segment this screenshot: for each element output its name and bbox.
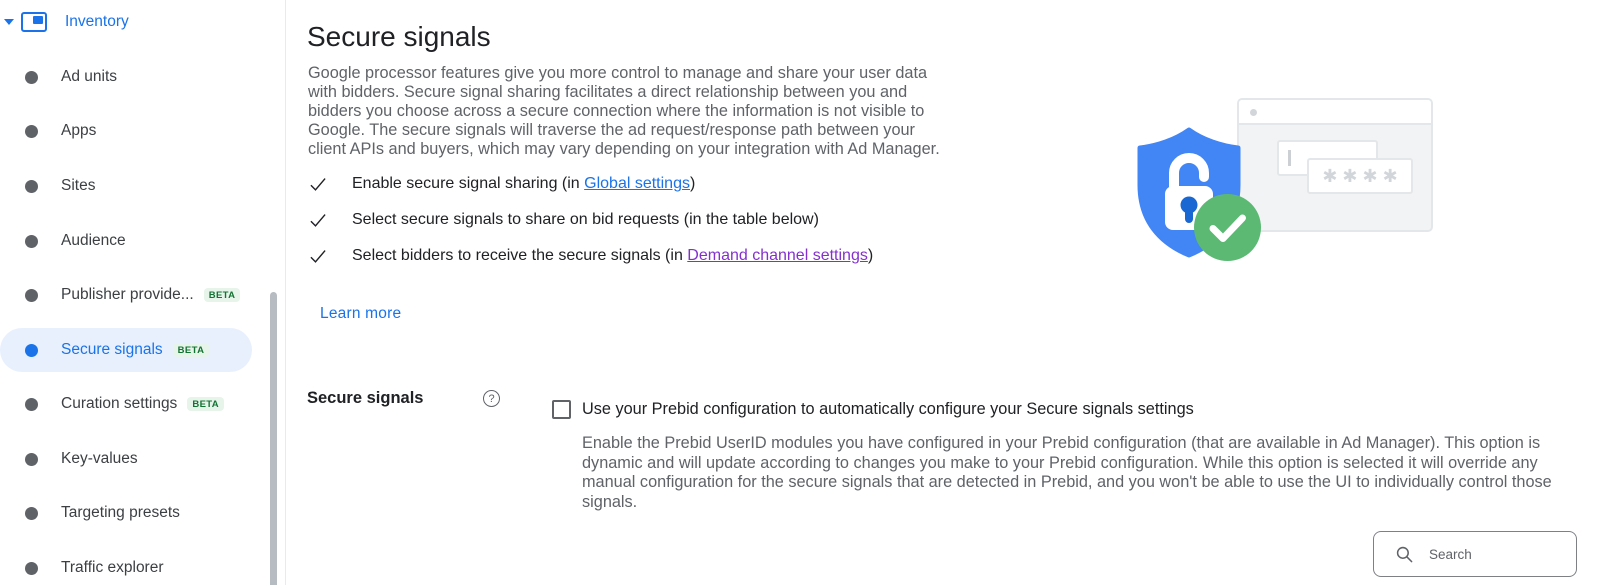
bullet-icon xyxy=(25,453,38,466)
text-cursor-icon xyxy=(1288,150,1291,166)
bullet-icon xyxy=(25,398,38,411)
bullet-icon xyxy=(25,289,38,302)
sidebar-scrollbar[interactable] xyxy=(270,292,277,585)
secure-signals-section-label: Secure signals xyxy=(307,389,424,407)
sidebar-item-sites[interactable]: Sites xyxy=(0,164,252,208)
bullet-icon xyxy=(25,125,38,138)
help-icon[interactable]: ? xyxy=(483,390,500,407)
sidebar-item-audience[interactable]: Audience xyxy=(0,219,252,263)
window-titlebar xyxy=(1239,100,1431,125)
search-input[interactable] xyxy=(1427,546,1567,563)
checklist-item-enable-sharing: Enable secure signal sharing (in Global settings) xyxy=(308,174,695,194)
sidebar-item-key-values[interactable]: Key-values xyxy=(0,437,252,481)
checklist-item-select-signals: Select secure signals to share on bid requests (in the table below) xyxy=(308,210,819,230)
sidebar-item-secure-signals[interactable]: Secure signals BETA xyxy=(0,328,252,372)
prebid-config-checkbox-label[interactable]: Use your Prebid configuration to automatically configure your Secure signals settings xyxy=(582,400,1194,418)
page-title: Secure signals xyxy=(307,21,491,52)
sidebar-item-traffic-explorer[interactable]: Traffic explorer xyxy=(0,546,252,585)
check-icon xyxy=(308,246,328,266)
sidebar-item-publisher-provided[interactable]: Publisher provide... BETA xyxy=(0,273,252,317)
checklist-item-select-bidders: Select bidders to receive the secure signals (in Demand channel settings) xyxy=(308,246,873,266)
prebid-config-description: Enable the Prebid UserID modules you have configured in your Prebid configuration (that are available in Ad Manager). This option is dynamic and will update according to changes you make to your Prebid configuration. While this option is selected it will override any manual configuration for the secure signals that are detected in Prebid, and you won't be able to use the UI to individually control those signals. xyxy=(582,434,1552,511)
bullet-icon xyxy=(25,562,38,575)
global-settings-link[interactable]: Global settings xyxy=(584,175,690,192)
beta-badge: BETA xyxy=(187,397,224,412)
inventory-icon xyxy=(21,12,47,32)
intro-paragraph: Google processor features give you more control to manage and share your user data with bidders. Secure signal sharing facilitates a direct relationship between you and bidders you choose across a secure connection where the information is not visible to Google. The secure signals will traverse the ad request/response path between your client APIs and buyers, which may vary depending on your integration with Ad Manager. xyxy=(308,64,940,158)
inventory-sidebar xyxy=(0,0,286,585)
prebid-config-checkbox[interactable] xyxy=(552,400,571,419)
search-icon xyxy=(1395,545,1414,564)
bullet-icon xyxy=(25,180,38,193)
learn-more-link[interactable]: Learn more xyxy=(320,305,402,322)
check-icon xyxy=(308,174,328,194)
sidebar-item-ad-units[interactable]: Ad units xyxy=(0,55,252,99)
table-search-box[interactable] xyxy=(1373,531,1577,577)
beta-badge: BETA xyxy=(204,288,241,303)
sidebar-item-curation-settings[interactable]: Curation settings BETA xyxy=(0,382,252,426)
password-field-illustration: ✱✱✱✱ xyxy=(1307,158,1413,194)
beta-badge: BETA xyxy=(173,343,210,358)
check-icon xyxy=(308,210,328,230)
sidebar-item-targeting-presets[interactable]: Targeting presets xyxy=(0,491,252,535)
collapse-arrow-icon[interactable] xyxy=(4,19,14,25)
bullet-icon xyxy=(25,235,38,248)
demand-channel-settings-link[interactable]: Demand channel settings xyxy=(687,247,868,264)
window-dot-icon xyxy=(1250,109,1257,116)
verified-check-icon xyxy=(1194,194,1261,261)
sidebar-section-inventory[interactable] xyxy=(4,9,129,35)
sidebar-item-apps[interactable]: Apps xyxy=(0,109,252,153)
bullet-icon xyxy=(25,344,38,357)
bullet-icon xyxy=(25,71,38,84)
bullet-icon xyxy=(25,507,38,520)
sidebar-section-label: Inventory xyxy=(65,13,129,30)
